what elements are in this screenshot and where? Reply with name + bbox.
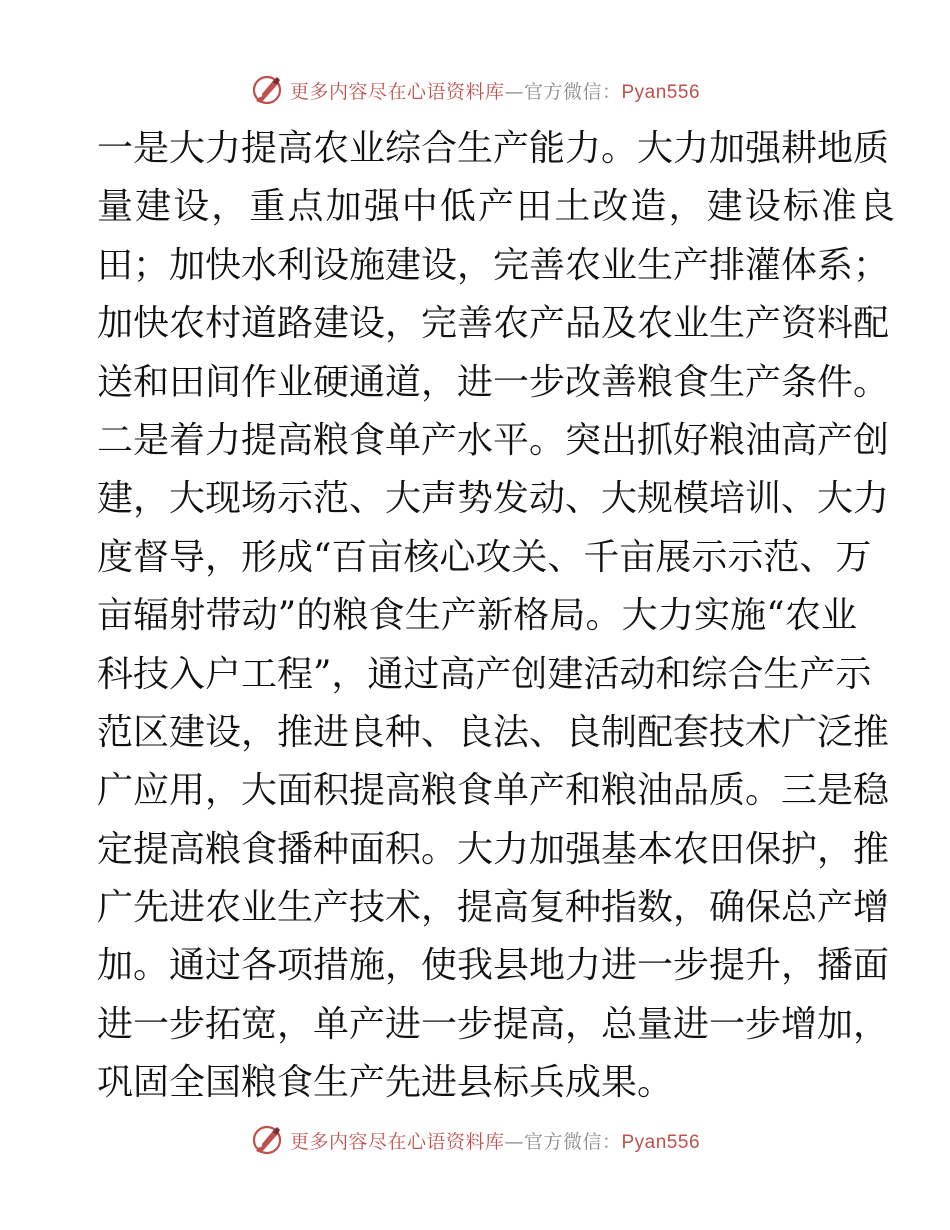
body-line: 二是着力提高粮食单产水平。突出抓好粮油高产创 bbox=[97, 419, 890, 461]
page-header-watermark bbox=[0, 70, 950, 110]
watermark-official: 官方微信： bbox=[523, 1130, 622, 1153]
body-line: 定提高粮食播种面积。大力加强基本农田保护，推 bbox=[97, 828, 890, 870]
body-line: 度督导，形成“百亩核心攻关、千亩展示示范、万 bbox=[97, 536, 872, 578]
body-line: 加快农村道路建设，完善农产品及农业生产资料配 bbox=[97, 303, 890, 345]
body-line: 送和田间作业硬通道，进一步改善粮食生产条件。 bbox=[97, 361, 890, 403]
body-line: 范区建设，推进良种、良法、良制配套技术广泛推 bbox=[97, 711, 890, 753]
watermark-dash: — bbox=[504, 80, 524, 103]
watermark-wechat-id: Pyan556 bbox=[621, 81, 701, 103]
watermark-official: 官方微信： bbox=[523, 80, 622, 103]
body-line: 建，大现场示范、大声势发动、大规模培训、大力 bbox=[97, 478, 890, 520]
watermark-main: 更多内容尽在心语资料库 bbox=[289, 80, 505, 103]
quill-pen-logo-icon bbox=[250, 1123, 284, 1157]
body-line: 量建设，重点加强中低产田土改造，建设标准良 bbox=[97, 186, 898, 228]
body-line: 巩固全国粮食生产先进县标兵成果。 bbox=[97, 1062, 674, 1104]
body-line: 广先进农业生产技术，提高复种指数，确保总产增 bbox=[97, 887, 890, 929]
watermark-main: 更多内容尽在心语资料库 bbox=[289, 1130, 505, 1153]
watermark-dash: — bbox=[504, 1130, 524, 1153]
body-line: 一是大力提高农业综合生产能力。大力加强耕地质 bbox=[97, 128, 890, 169]
page-footer-watermark bbox=[0, 1120, 950, 1160]
body-line: 进一步拓宽，单产进一步提高，总量进一步增加， bbox=[97, 1003, 890, 1045]
body-line: 科技入户工程”，通过高产创建活动和综合生产示 bbox=[97, 653, 872, 695]
body-line: 加。通过各项措施，使我县地力进一步提升，播面 bbox=[97, 945, 890, 987]
watermark-text bbox=[290, 1127, 700, 1154]
watermark-wechat-id: Pyan556 bbox=[621, 1131, 701, 1153]
body-line: 田；加快水利设施建设，完善农业生产排灌体系； bbox=[97, 244, 890, 286]
watermark-text bbox=[290, 77, 700, 104]
document-body bbox=[97, 120, 898, 1113]
body-line: 广应用，大面积提高粮食单产和粮油品质。三是稳 bbox=[97, 770, 890, 812]
quill-pen-logo-icon bbox=[250, 73, 284, 107]
body-line: 亩辐射带动”的粮食生产新格局。大力实施“农业 bbox=[97, 595, 857, 637]
